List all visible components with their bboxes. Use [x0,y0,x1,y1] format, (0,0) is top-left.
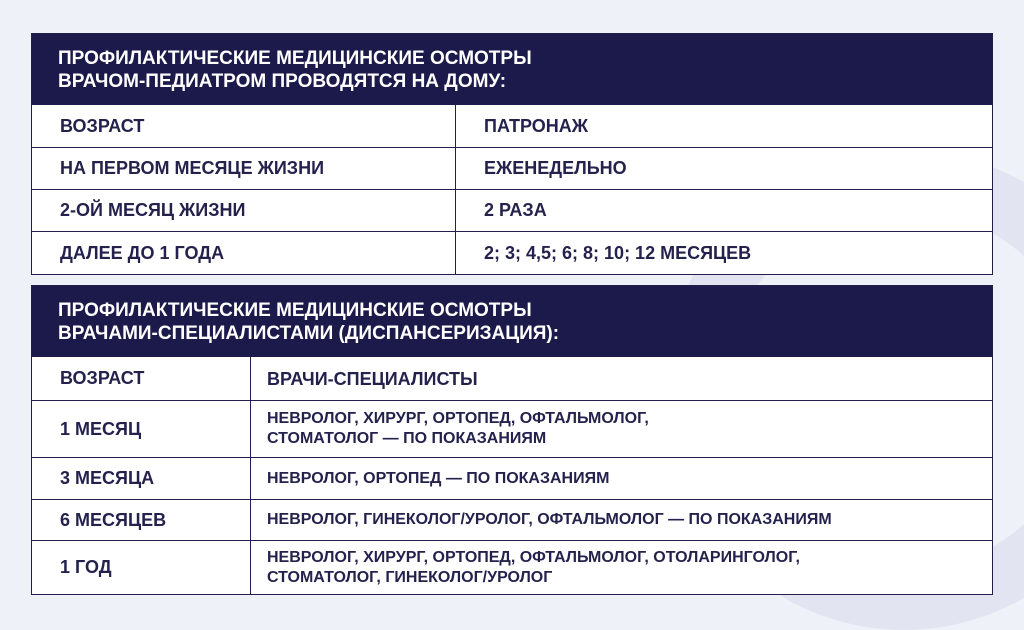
column-header-specialists: ВРАЧИ-СПЕЦИАЛИСТЫ [250,357,992,400]
age-cell: 3 МЕСЯЦА [60,468,155,488]
column-header-age: ВОЗРАСТ [60,115,145,136]
table-row [32,400,992,457]
age-cell: 1 МЕСЯЦ [60,418,142,439]
specialists-cell: НЕВРОЛОГ, ОРТОПЕД — ПО ПОКАЗАНИЯМ [250,458,992,499]
age-cell: 2-ОЙ МЕСЯЦ ЖИЗНИ [60,200,246,220]
table-row [32,147,992,189]
table-row [32,231,992,274]
specialists-cell: НЕВРОЛОГ, ХИРУРГ, ОРТОПЕД, ОФТАЛЬМОЛОГ, СТОМАТОЛОГ — ПО ПОКАЗАНИЯМ [250,401,992,457]
table-header-row [32,105,992,147]
table-row [32,499,992,540]
age-cell: 6 МЕСЯЦЕВ [60,509,167,530]
specialist-checkups-title: ПРОФИЛАКТИЧЕСКИЕ МЕДИЦИНСКИЕ ОСМОТРЫ ВРАЧАМИ-СПЕЦИАЛИСТАМИ (ДИСПАНСЕРИЗАЦИЯ): [32,286,992,357]
age-cell: 1 ГОД [60,557,112,577]
patronage-cell: 2 РАЗА [455,190,992,231]
specialist-checkups-table [31,285,993,595]
age-cell: НА ПЕРВОМ МЕСЯЦЕ ЖИЗНИ [60,158,325,178]
table-row [32,189,992,231]
specialists-cell: НЕВРОЛОГ, ХИРУРГ, ОРТОПЕД, ОФТАЛЬМОЛОГ, ОТОЛАРИНГОЛОГ, СТОМАТОЛОГ, ГИНЕКОЛОГ/УРОЛОГ [250,541,992,594]
age-cell: ДАЛЕЕ ДО 1 ГОДА [60,242,225,263]
patronage-cell: ЕЖЕНЕДЕЛЬНО [455,148,992,189]
table-header-row [32,357,992,400]
home-checkups-title: ПРОФИЛАКТИЧЕСКИЕ МЕДИЦИНСКИЕ ОСМОТРЫ ВРАЧОМ-ПЕДИАТРОМ ПРОВОДЯТСЯ НА ДОМУ: [32,34,992,105]
table-row [32,457,992,499]
column-header-age: ВОЗРАСТ [60,368,145,388]
home-checkups-table [31,33,993,275]
column-header-patronage: ПАТРОНАЖ [455,105,992,147]
table-row [32,540,992,594]
patronage-cell: 2; 3; 4,5; 6; 8; 10; 12 МЕСЯЦЕВ [455,232,992,274]
specialists-cell: НЕВРОЛОГ, ГИНЕКОЛОГ/УРОЛОГ, ОФТАЛЬМОЛОГ — ПО ПОКАЗАНИЯМ [250,500,992,540]
